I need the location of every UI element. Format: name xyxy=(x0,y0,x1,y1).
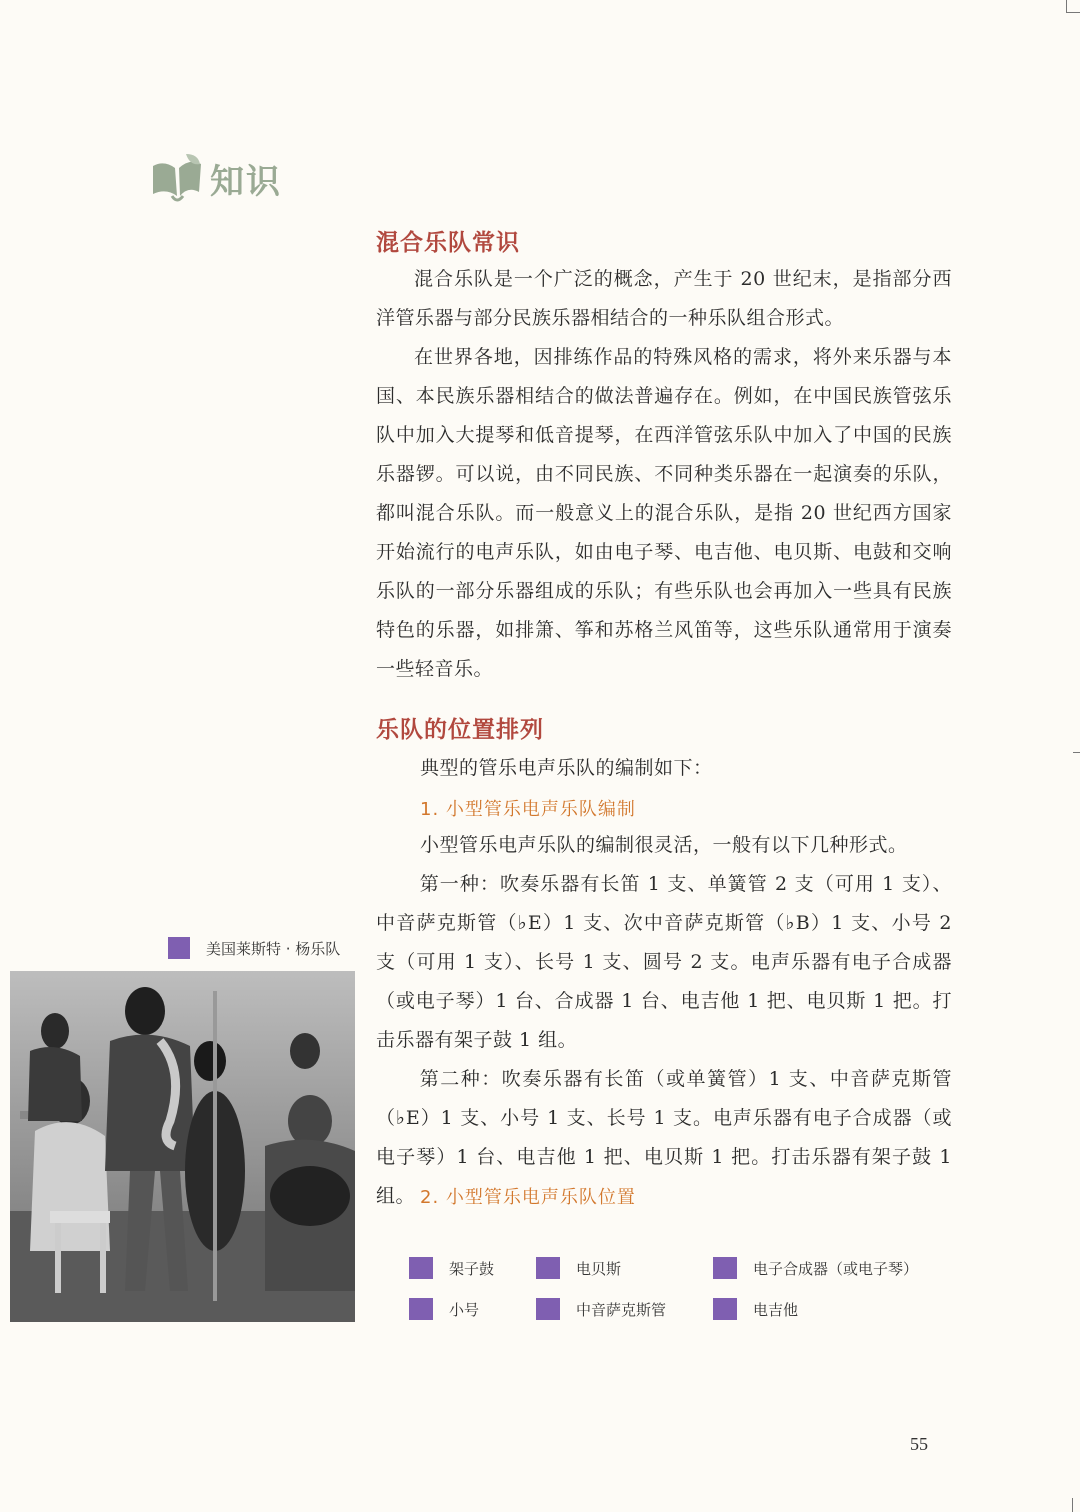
intro-line: 典型的管乐电声乐队的编制如下： xyxy=(420,757,713,779)
legend-marker xyxy=(409,1257,433,1279)
legend-marker xyxy=(409,1298,433,1320)
subheading-2: 2. 小型管乐电声乐队位置 xyxy=(420,1187,636,1208)
photo-caption-text: 美国莱斯特 · 杨乐队 xyxy=(206,939,341,958)
legend-item-drums xyxy=(409,1257,494,1279)
legend-item-bass xyxy=(536,1257,621,1279)
form-one-paragraph: 第一种：吹奏乐器有长笛 1 支、单簧管 2 支（可用 1 支）、中音萨克斯管（♭E）1 支、次中音萨克斯管（♭B）1 支、小号 2 支（可用 1 支）、长号 1 支、圆号 2 支。电声乐器有电子合成器（或电子琴）1 台、合成器 1 台、电吉他 1 把、电贝斯 1 把。打击乐器有架子鼓 1 组。 xyxy=(376,873,952,1051)
crop-mark-middle xyxy=(1073,752,1080,753)
legend-marker xyxy=(713,1298,737,1320)
crop-mark-top-h xyxy=(1066,12,1080,13)
legend-marker xyxy=(536,1298,560,1320)
legend-marker xyxy=(713,1257,737,1279)
page-number: 55 xyxy=(910,1434,928,1454)
legend-label: 小号 xyxy=(449,1300,480,1319)
legend-item-synth xyxy=(713,1257,918,1279)
heading-band-positions: 乐队的位置排列 xyxy=(376,716,544,743)
sub1-intro: 小型管乐电声乐队的编制很灵活，一般有以下几种形式。 xyxy=(420,834,908,856)
paragraph: 在世界各地，因排练作品的特殊风格的需求，将外来乐器与本国、本民族乐器相结合的做法普遍存在。例如，在中国民族管弦乐队中加入大提琴和低音提琴，在西洋管弦乐队中加入了中国的民族乐器锣。可以说，由不同民族、不同种类乐器在一起演奏的乐队，都叫混合乐队。而一般意义上的混合乐队，是指 20 世纪西方国家开始流行的电声乐队，如由电子琴、电吉他、电贝斯、电鼓和交响乐队的一部分乐器组成的乐队；有些乐队也会再加入一些具有民族特色的乐器，如排箫、筝和苏格兰风笛等，这些乐队通常用于演奏一些轻音乐。 xyxy=(376,346,952,680)
caption-marker xyxy=(168,937,190,959)
subheading-1: 1. 小型管乐电声乐队编制 xyxy=(420,799,636,820)
band-photo xyxy=(10,971,355,1322)
legend-label: 架子鼓 xyxy=(449,1259,495,1278)
section-label xyxy=(150,152,282,204)
legend-label: 电吉他 xyxy=(753,1300,799,1319)
legend-item-guitar xyxy=(713,1298,798,1320)
legend-label: 电子合成器（或电子琴） xyxy=(753,1259,919,1278)
legend-item-trumpet xyxy=(409,1298,479,1320)
legend-label: 电贝斯 xyxy=(576,1259,622,1278)
legend-marker xyxy=(536,1257,560,1279)
form-two-paragraph: 第二种：吹奏乐器有长笛（或单簧管）1 支、中音萨克斯管（♭E）1 支、小号 1 支、长号 1 支。电声乐器有电子合成器（或电子琴）1 台、电吉他 1 把、电贝斯 1 把。打击乐器有架子鼓 1 组。 xyxy=(376,1068,952,1207)
photo-caption xyxy=(168,937,340,959)
open-book-leaf-icon xyxy=(150,152,204,204)
crop-mark-bottom xyxy=(1072,1498,1073,1512)
crop-mark-top xyxy=(1066,0,1067,12)
paragraph: 混合乐队是一个广泛的概念，产生于 20 世纪末，是指部分西洋管乐器与部分民族乐器相结合的一种乐队组合形式。 xyxy=(376,268,952,329)
legend-label: 中音萨克斯管 xyxy=(576,1300,667,1319)
legend-item-alto-sax xyxy=(536,1298,666,1320)
section-label-text: 知识 xyxy=(210,161,282,202)
heading-mixed-band: 混合乐队常识 xyxy=(376,229,520,256)
